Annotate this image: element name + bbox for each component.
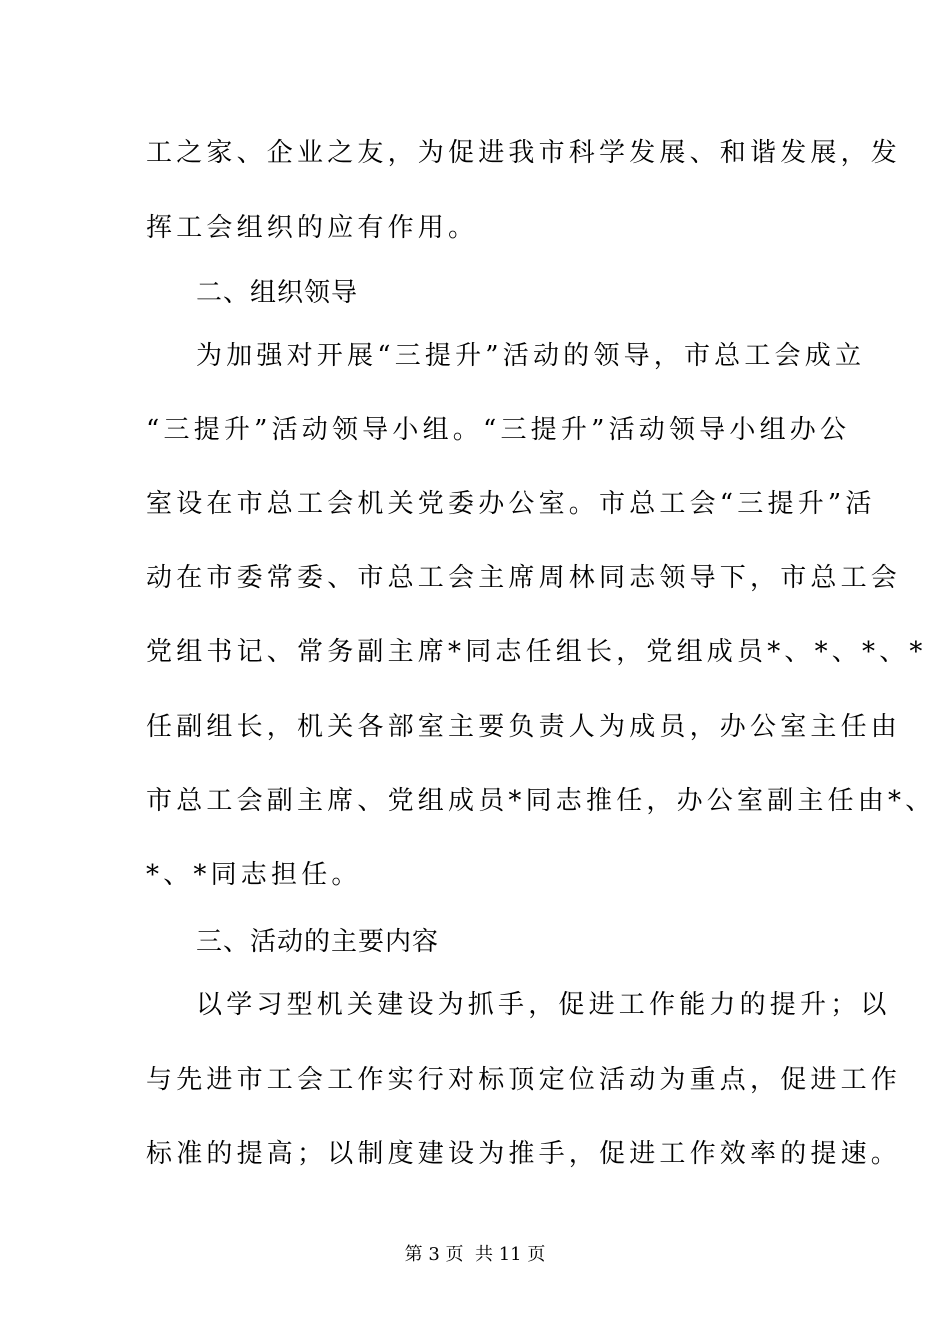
body-text-line: 动在市委常委、市总工会主席周林同志领导下，市总工会 bbox=[146, 563, 902, 593]
body-text-line: 室设在市总工会机关党委办公室。市总工会“三提升”活 bbox=[146, 489, 876, 519]
page-footer bbox=[0, 1243, 950, 1267]
section-heading: 三、活动的主要内容 bbox=[196, 927, 440, 957]
body-text-line: 党组书记、常务副主席*同志任组长，党组成员*、*、*、* bbox=[146, 637, 927, 667]
paragraph-first-line: 为加强对开展“三提升”活动的领导，市总工会成立 bbox=[196, 341, 866, 371]
body-text-line: 工之家、企业之友，为促进我市科学发展、和谐发展，发 bbox=[146, 138, 902, 168]
body-text-line: “三提升”活动领导小组。“三提升”活动领导小组办公 bbox=[146, 415, 851, 445]
body-text-line: 挥工会组织的应有作用。 bbox=[146, 213, 479, 243]
body-text-line: 标准的提高；以制度建设为推手，促进工作效率的提速。 bbox=[146, 1139, 902, 1169]
body-text-line: 市总工会副主席、党组成员*同志推任，办公室副主任由*、 bbox=[146, 786, 936, 816]
page-number-label: 第 3 页 共 11 页 bbox=[404, 1244, 546, 1265]
body-text-line: 与先进市工会工作实行对标顶定位活动为重点，促进工作 bbox=[146, 1065, 902, 1095]
body-text-line: 任副组长，机关各部室主要负责人为成员，办公室主任由 bbox=[146, 712, 902, 742]
body-text-line: *、*同志担任。 bbox=[146, 860, 362, 890]
paragraph-first-line: 以学习型机关建设为抓手，促进工作能力的提升；以 bbox=[196, 990, 891, 1020]
section-heading: 二、组织领导 bbox=[196, 278, 359, 308]
